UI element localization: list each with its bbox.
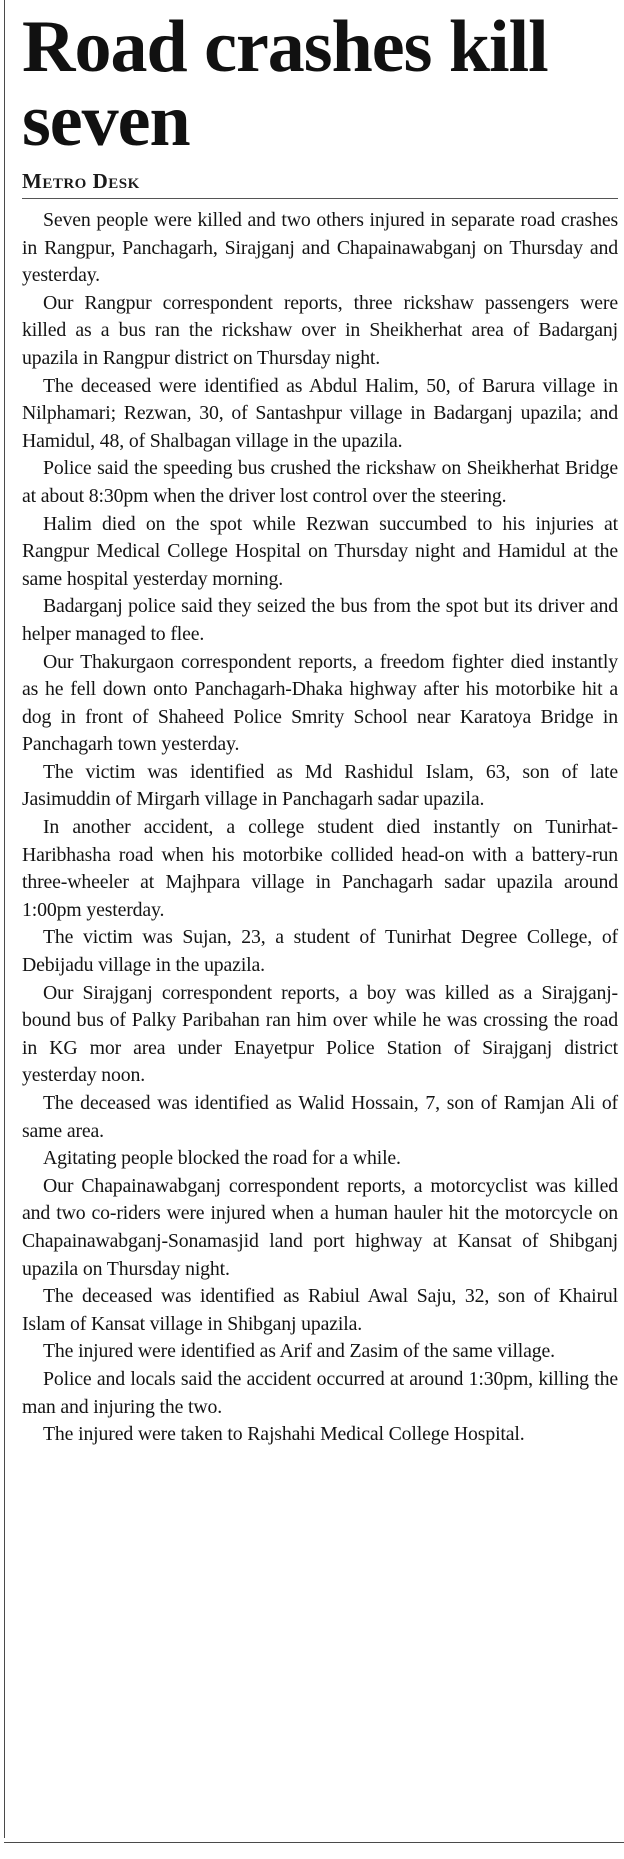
article-paragraph: The deceased was identified as Rabiul Awal Saju, 32, son of Khairul Islam of Kansat village in Shibganj upazila. — [22, 1285, 618, 1335]
article-paragraph: Our Sirajganj correspondent reports, a boy was killed as a Sirajganj-bound bus of Palky Paribahan ran him over while he was crossing the road in KG mor area under Enayetpur Police Station of Sirajganj district yesterday noon. — [22, 981, 618, 1087]
article-paragraph: Our Thakurgaon correspondent reports, a freedom fighter died instantly as he fell down onto Panchagarh-Dhaka highway after his motorbike hit a dog in front of Shaheed Police Smrity School near Karatoya Bridge in Panchagarh town yesterday. — [22, 650, 618, 756]
byline: Metro Desk — [22, 169, 140, 193]
article-paragraph: Police and locals said the accident occurred at around 1:30pm, killing the man and injuring the two. — [22, 1367, 618, 1418]
article-paragraph: Police said the speeding bus crushed the rickshaw on Sheikherhat Bridge at about 8:30pm when the driver lost control over the steering. — [22, 457, 618, 507]
byline-divider — [22, 198, 618, 199]
headline: Road crashes kill seven — [22, 6, 548, 162]
article-paragraph: Our Rangpur correspondent reports, three rickshaw passengers were killed as a bus ran the rickshaw over in Sheikherhat area of Badarganj upazila in Rangpur district on Thursday night. — [22, 291, 618, 369]
article-paragraph: Our Chapainawabganj correspondent reports, a motorcyclist was killed and two co-riders were injured when a human hauler hit the motorcycle on Chapainawabganj-Sonamasjid land port highway at Kansat of Shibganj upazila on Thursday night. — [22, 1174, 618, 1280]
article-paragraph: In another accident, a college student died instantly on Tunirhat-Haribhasha road when his motorbike collided head-on with a battery-run three-wheeler at Majhpara village in Panchagarh sadar upazila around 1:00pm yesterday. — [22, 816, 618, 921]
article-paragraph: The victim was Sujan, 23, a student of Tunirhat Degree College, of Debijadu village in the upazila. — [22, 926, 618, 977]
article-paragraph: Halim died on the spot while Rezwan succumbed to his injuries at Rangpur Medical College Hospital on Thursday night and Hamidul at the same hospital yesterday morning. — [22, 512, 618, 590]
news-article — [22, 0, 618, 1449]
article-paragraph: Agitating people blocked the road for a while. — [43, 1147, 401, 1170]
article-paragraph: The deceased were identified as Abdul Halim, 50, of Barura village in Nilphamari; Rezwan, 30, of Santashpur village in Badarganj upazila; and Hamidul, 48, of Shalbagan village in the upazila. — [22, 374, 618, 452]
article-paragraph: The victim was identified as Md Rashidul Islam, 63, son of late Jasimuddin of Mirgarh village in Panchagarh sadar upazila. — [22, 760, 618, 811]
column-left-rule — [4, 0, 5, 1838]
article-paragraph: Seven people were killed and two others injured in separate road crashes in Rangpur, Panchagarh, Sirajganj and Chapainawabganj on Thursday and yesterday. — [22, 209, 618, 287]
article-body — [22, 207, 618, 1449]
column-bottom-rule — [4, 1842, 624, 1843]
article-paragraph: Badarganj police said they seized the bus from the spot but its driver and helper managed to flee. — [22, 595, 618, 645]
article-paragraph: The injured were taken to Rajshahi Medical College Hospital. — [43, 1423, 525, 1446]
article-paragraph: The deceased was identified as Walid Hossain, 7, son of Ramjan Ali of same area. — [22, 1092, 618, 1142]
article-paragraph: The injured were identified as Arif and Zasim of the same village. — [43, 1340, 555, 1363]
